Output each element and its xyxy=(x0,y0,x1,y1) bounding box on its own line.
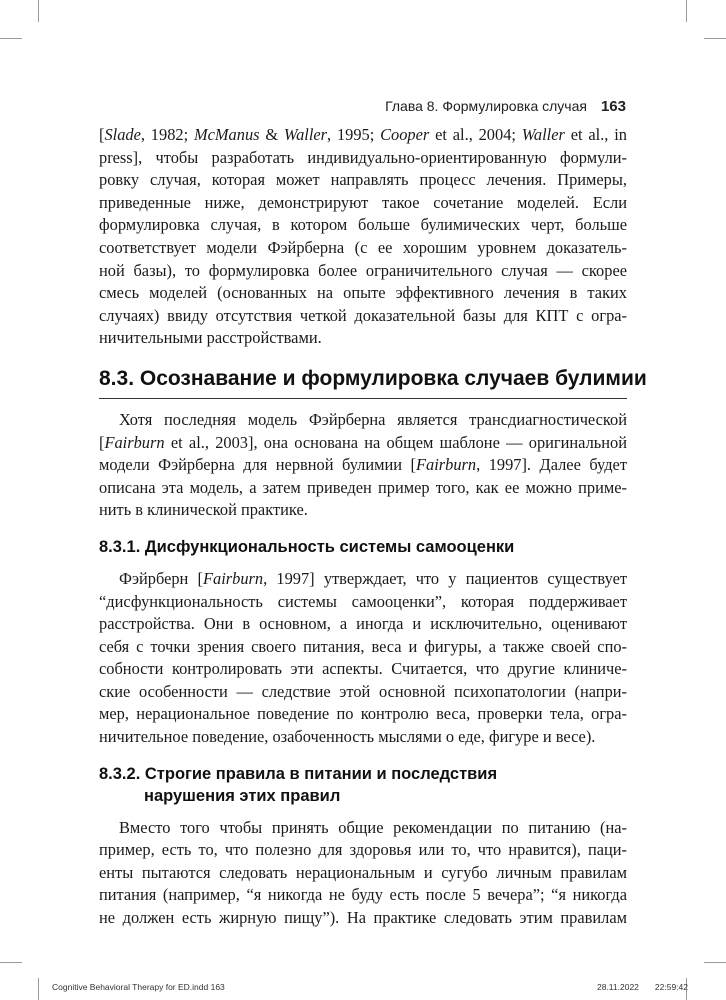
section-heading-8-3: 8.3. Осознавание и формулировка случаев булимии xyxy=(99,366,627,399)
subsection-heading-8-3-2 xyxy=(99,763,627,807)
text-line: приведенные ниже, демонстрируют такое сочетание моделей. Если xyxy=(99,192,627,212)
text-line: описана эта модель, а затем приведен пример того, как ее можно приме- xyxy=(99,477,627,497)
text-line: мер, нерациональное поведение по контролю веса, проверки тела, огра- xyxy=(99,704,627,724)
text-line: нить в клинической практике. xyxy=(99,500,308,520)
text-line: ничительное поведение, озабоченность мыслями о еде, фигуре и весе). xyxy=(99,727,596,747)
text-line: Вместо того чтобы принять общие рекомендации по питанию (на- xyxy=(119,817,627,837)
text-line: [Fairburn et al., 2003], она основана на общем шаблоне — оригинальной xyxy=(99,432,627,452)
text-line: не должен есть жирную пищу”). На практике следовать этим правилам xyxy=(99,908,627,928)
print-slug xyxy=(52,982,688,992)
crop-mark-bottom-left-v xyxy=(38,978,39,1000)
text-line: Фэйрберн [Fairburn, 1997] утверждает, что у пациентов существует xyxy=(119,568,627,588)
text-line: модели Фэйрберна для нервной булимии [Fairburn, 1997]. Далее будет xyxy=(99,455,627,475)
running-header xyxy=(385,98,626,115)
text-line: ной базы), то формулировка более ограничительного случая — скорее xyxy=(99,260,627,280)
text-line: случаях) ввиду отсутствия четкой доказательной базы для КПТ с огра- xyxy=(99,305,627,325)
crop-mark-top-left-h xyxy=(0,38,22,39)
slug-date: 28.11.2022 xyxy=(596,982,639,992)
text-line: ские особенности — следствие этой основной психопатологии (напри- xyxy=(99,681,627,701)
crop-mark-top-left-v xyxy=(38,0,39,22)
page-body xyxy=(99,124,647,930)
text-line: ничительными расстройствами. xyxy=(99,328,322,348)
text-line: енты пытаются следовать нерациональным и сугубо личным правилам xyxy=(99,862,627,882)
text-line: формулировка случая, в котором больше булимических черт, больше xyxy=(99,215,627,235)
paragraph-8-3-2 xyxy=(99,817,627,930)
text-line: пример, есть то, что полезно для здоровья или то, что нравится), паци- xyxy=(99,840,627,860)
heading-line: нарушения этих правил xyxy=(144,786,341,805)
text-line: собности контролировать эти аспекты. Считается, что другие клиниче- xyxy=(99,659,627,679)
paragraph-8-3-1 xyxy=(99,568,627,749)
slug-file: Cognitive Behavioral Therapy for ED.indd 163 xyxy=(52,982,225,992)
text-line: соответствует модели Фэйрберна (с ее хорошим уровнем доказатель- xyxy=(99,237,627,257)
text-line: [Slade, 1982; McManus & Waller, 1995; Cooper et al., 2004; Waller et al., in xyxy=(99,125,627,144)
text-line: питания (например, “я никогда не буду есть после 5 вечера”; “я никогда xyxy=(99,885,627,905)
page-number: 163 xyxy=(600,98,626,115)
text-line: расстройства. Они в основном, а иногда и исключительно, оценивают xyxy=(99,614,627,634)
slug-timestamp xyxy=(581,982,688,992)
text-line: Хотя последняя модель Фэйрберна является трансдиагностической xyxy=(119,409,627,429)
text-line: ровку случая, которая может направлять процесс лечения. Примеры, xyxy=(99,170,627,190)
paragraph-intro xyxy=(99,124,627,350)
chapter-title: Глава 8. Формулировка случая xyxy=(385,98,587,114)
heading-line: 8.3.2. Строгие правила в питании и последствия xyxy=(99,764,498,783)
text-line: смесь моделей (основанных на опыте эффективного лечения в таких xyxy=(99,283,627,303)
paragraph-8-3 xyxy=(99,409,627,522)
subsection-heading-8-3-1: 8.3.1. Дисфункциональность системы самооценки xyxy=(99,537,515,556)
crop-mark-top-right-h xyxy=(704,38,726,39)
slug-time: 22:59:42 xyxy=(654,982,688,992)
text-line: себя с точки зрения своего питания, веса и фигуры, а также своей спо- xyxy=(99,636,627,656)
text-line: press], чтобы разработать индивидуально-ориентированную формули- xyxy=(99,147,627,167)
text-line: “дисфункциональность системы самооценки”, которая поддерживает xyxy=(99,591,627,611)
crop-mark-bottom-right-h xyxy=(704,962,726,963)
crop-mark-top-right-v xyxy=(686,0,687,22)
crop-mark-bottom-left-h xyxy=(0,962,22,963)
